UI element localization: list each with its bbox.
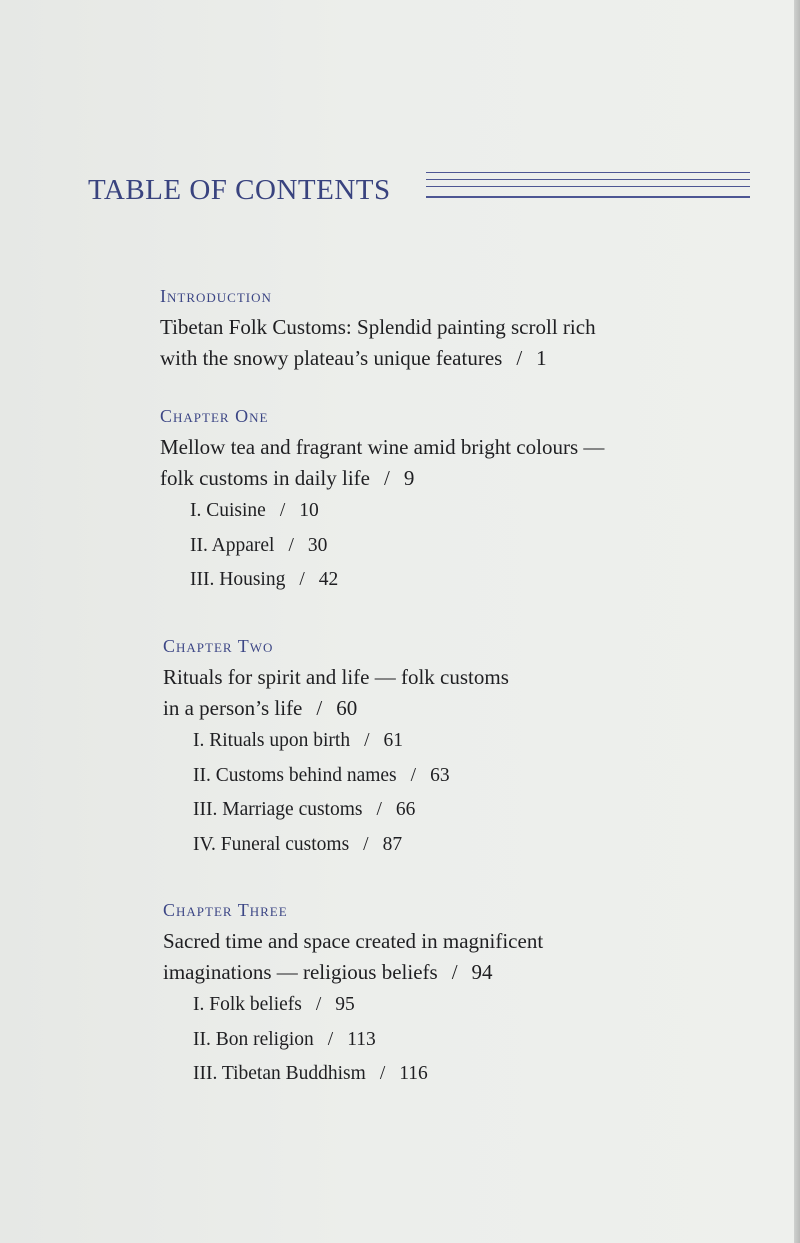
section-title-line[interactable]: in a person’s life / 60 — [163, 696, 358, 720]
rule-line — [426, 172, 750, 173]
page-number: 116 — [399, 1063, 428, 1084]
page-number: 42 — [318, 569, 339, 590]
page-number: 61 — [383, 730, 403, 751]
page-number: 66 — [395, 799, 416, 820]
toc-entry[interactable]: III. Tibetan Buddhism / 116 — [193, 1063, 428, 1084]
section-title-line[interactable]: with the snowy plateau’s unique features / 1 — [160, 346, 547, 370]
decorative-rules — [426, 172, 750, 200]
toc-header — [88, 168, 752, 212]
toc-entry[interactable]: II. Customs behind names / 63 — [193, 764, 450, 786]
section-label: Chapter Two — [163, 636, 274, 656]
page-title: TABLE OF CONTENTS — [88, 174, 391, 206]
section-title-line[interactable]: folk customs in daily life / 9 — [160, 466, 415, 490]
rule-line — [426, 179, 750, 180]
toc-entry[interactable]: I. Rituals upon birth / 61 — [193, 730, 403, 751]
toc-entry[interactable]: I. Cuisine / 10 — [190, 500, 319, 521]
section-label: Chapter One — [160, 406, 269, 426]
toc-entry[interactable]: I. Folk beliefs / 95 — [193, 994, 355, 1015]
page-number: 60 — [336, 696, 358, 720]
page-edge — [794, 0, 800, 1243]
section-title-line[interactable]: Rituals for spirit and life — folk customs — [163, 665, 509, 689]
toc-entry[interactable]: III. Housing / 42 — [190, 569, 339, 590]
section-label: Chapter Three — [163, 900, 288, 920]
toc-section-chapter-two — [163, 636, 723, 862]
toc-section-introduction — [160, 286, 720, 374]
page-number: 95 — [335, 994, 355, 1015]
toc-section-chapter-one — [160, 406, 720, 598]
section-title-line[interactable]: Sacred time and space created in magnificent — [163, 929, 544, 953]
toc-entry[interactable]: II. Bon religion / 113 — [193, 1028, 376, 1050]
page-number: 10 — [299, 500, 319, 521]
page-number: 94 — [471, 960, 493, 984]
page-number: 63 — [430, 764, 450, 786]
page-number: 1 — [536, 346, 547, 370]
toc-entry[interactable]: III. Marriage customs / 66 — [193, 799, 416, 820]
page-number: 30 — [307, 534, 328, 556]
page-number: 87 — [382, 833, 403, 855]
section-title-line[interactable]: imaginations — religious beliefs / 94 — [163, 960, 493, 984]
page-number: 9 — [403, 466, 415, 490]
toc-section-chapter-three — [163, 900, 723, 1092]
section-label: Introduction — [160, 286, 272, 306]
toc-entry[interactable]: II. Apparel / 30 — [190, 534, 328, 556]
rule-line — [426, 196, 750, 198]
rule-line — [426, 186, 750, 187]
page-number: 113 — [347, 1028, 376, 1050]
section-title-line[interactable]: Tibetan Folk Customs: Splendid painting scroll rich — [160, 315, 596, 339]
toc-entry[interactable]: IV. Funeral customs / 87 — [193, 833, 403, 855]
section-title-line[interactable]: Mellow tea and fragrant wine amid bright colours — — [160, 435, 605, 459]
